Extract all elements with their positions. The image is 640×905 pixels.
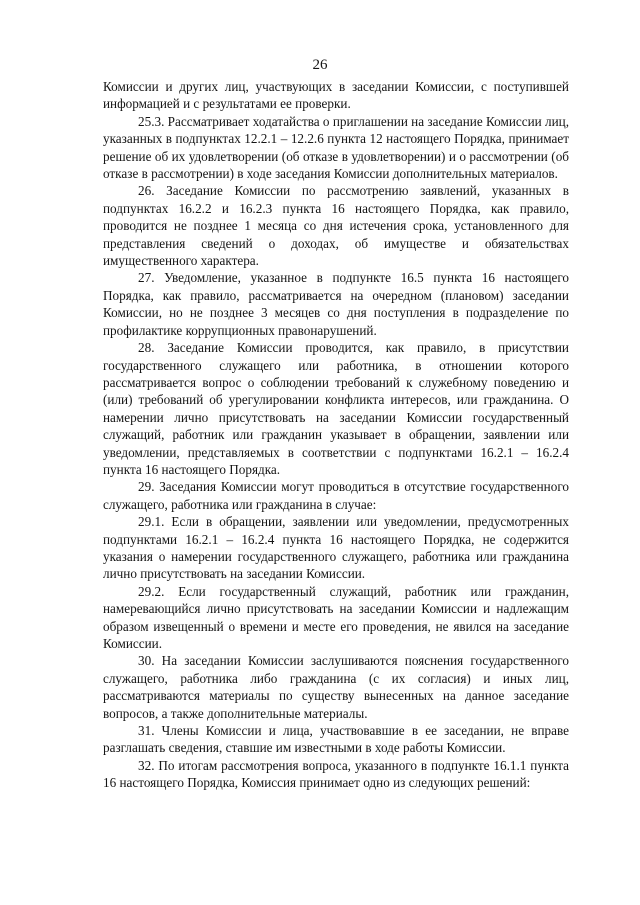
paragraph-32: 32. По итогам рассмотрения вопроса, указанного в подпункте 16.1.1 пункта 16 настоящего Порядка, Комиссия принимает одно из следующих решений:: [103, 757, 569, 791]
paragraph-29-1: 29.1. Если в обращении, заявлении или уведомлении, предусмотренных подпунктами 16.2.1 – 16.2.4 пункта 16 настоящего Порядка, не содержится указания о намерении государственного служащего, работника или гражданина лично присутствовать на заседании Комиссии.: [103, 514, 569, 582]
page-number: 26: [312, 57, 328, 73]
paragraph-27: 27. Уведомление, указанное в подпункте 16.5 пункта 16 настоящего Порядка, как правило, рассматривается на очередном (плановом) заседании Комиссии, но не позднее 3 месяцев со дня поступления в подразделение по профилактике коррупционных правонарушений.: [103, 270, 569, 338]
paragraph-29-2: 29.2. Если государственный служащий, работник или гражданин, намеревающийся лично присутствовать на заседании Комиссии и надлежащим образом извещенный о времени и месте его проведения, не явился на заседание Комиссии.: [103, 583, 569, 651]
paragraph-26: 26. Заседание Комиссии по рассмотрению заявлений, указанных в подпунктах 16.2.2 и 16.2.3 пункта 16 настоящего Порядка, как правило, проводится не позднее 1 месяца со дня истечения срока, установленного для представления сведений о доходах, об имуществе и обязательствах имущественного характера.: [103, 183, 569, 269]
paragraph-28: 28. Заседание Комиссии проводится, как правило, в присутствии государственного служащего или работника, в отношении которого рассматривается вопрос о соблюдении требований к служебному поведению и (или) требований об урегулировании конфликта интересов, или гражданина. О намерении лично присутствовать на заседании Комиссии государственный служащий, работник или гражданин указывает в обращении, заявлении или уведомлении, представляемых в соответствии с подпунктами 16.2.1 – 16.2.4 пункта 16 настоящего Порядка.: [103, 340, 569, 477]
paragraph-25-3: 25.3. Рассматривает ходатайства о приглашении на заседание Комиссии лиц, указанных в подпунктах 12.2.1 – 12.2.6 пункта 12 настоящего Порядка, принимает решение об их удовлетворении (об отказе в удовлетворении) и о рассмотрении (об отказе в рассмотрении) в ходе заседания Комиссии дополнительных материалов.: [103, 113, 569, 182]
document-body: [103, 78, 569, 792]
paragraph-29: 29. Заседания Комиссии могут проводиться в отсутствие государственного служащего, работника или гражданина в случае:: [103, 479, 569, 512]
paragraph-31: 31. Члены Комиссии и лица, участвовавшие в ее заседании, не вправе разглашать сведения, ставшие им известными в ходе работы Комиссии.: [103, 723, 569, 756]
paragraph-30: 30. На заседании Комиссии заслушиваются пояснения государственного служащего, работника либо гражданина (с их согласия) и иных лиц, рассматриваются материалы по существу вынесенных на данное заседание вопросов, а также дополнительные материалы.: [103, 653, 569, 721]
paragraph-continuation: Комиссии и других лиц, участвующих в заседании Комиссии, с поступившей информацией и с результатами ее проверки.: [103, 79, 569, 112]
